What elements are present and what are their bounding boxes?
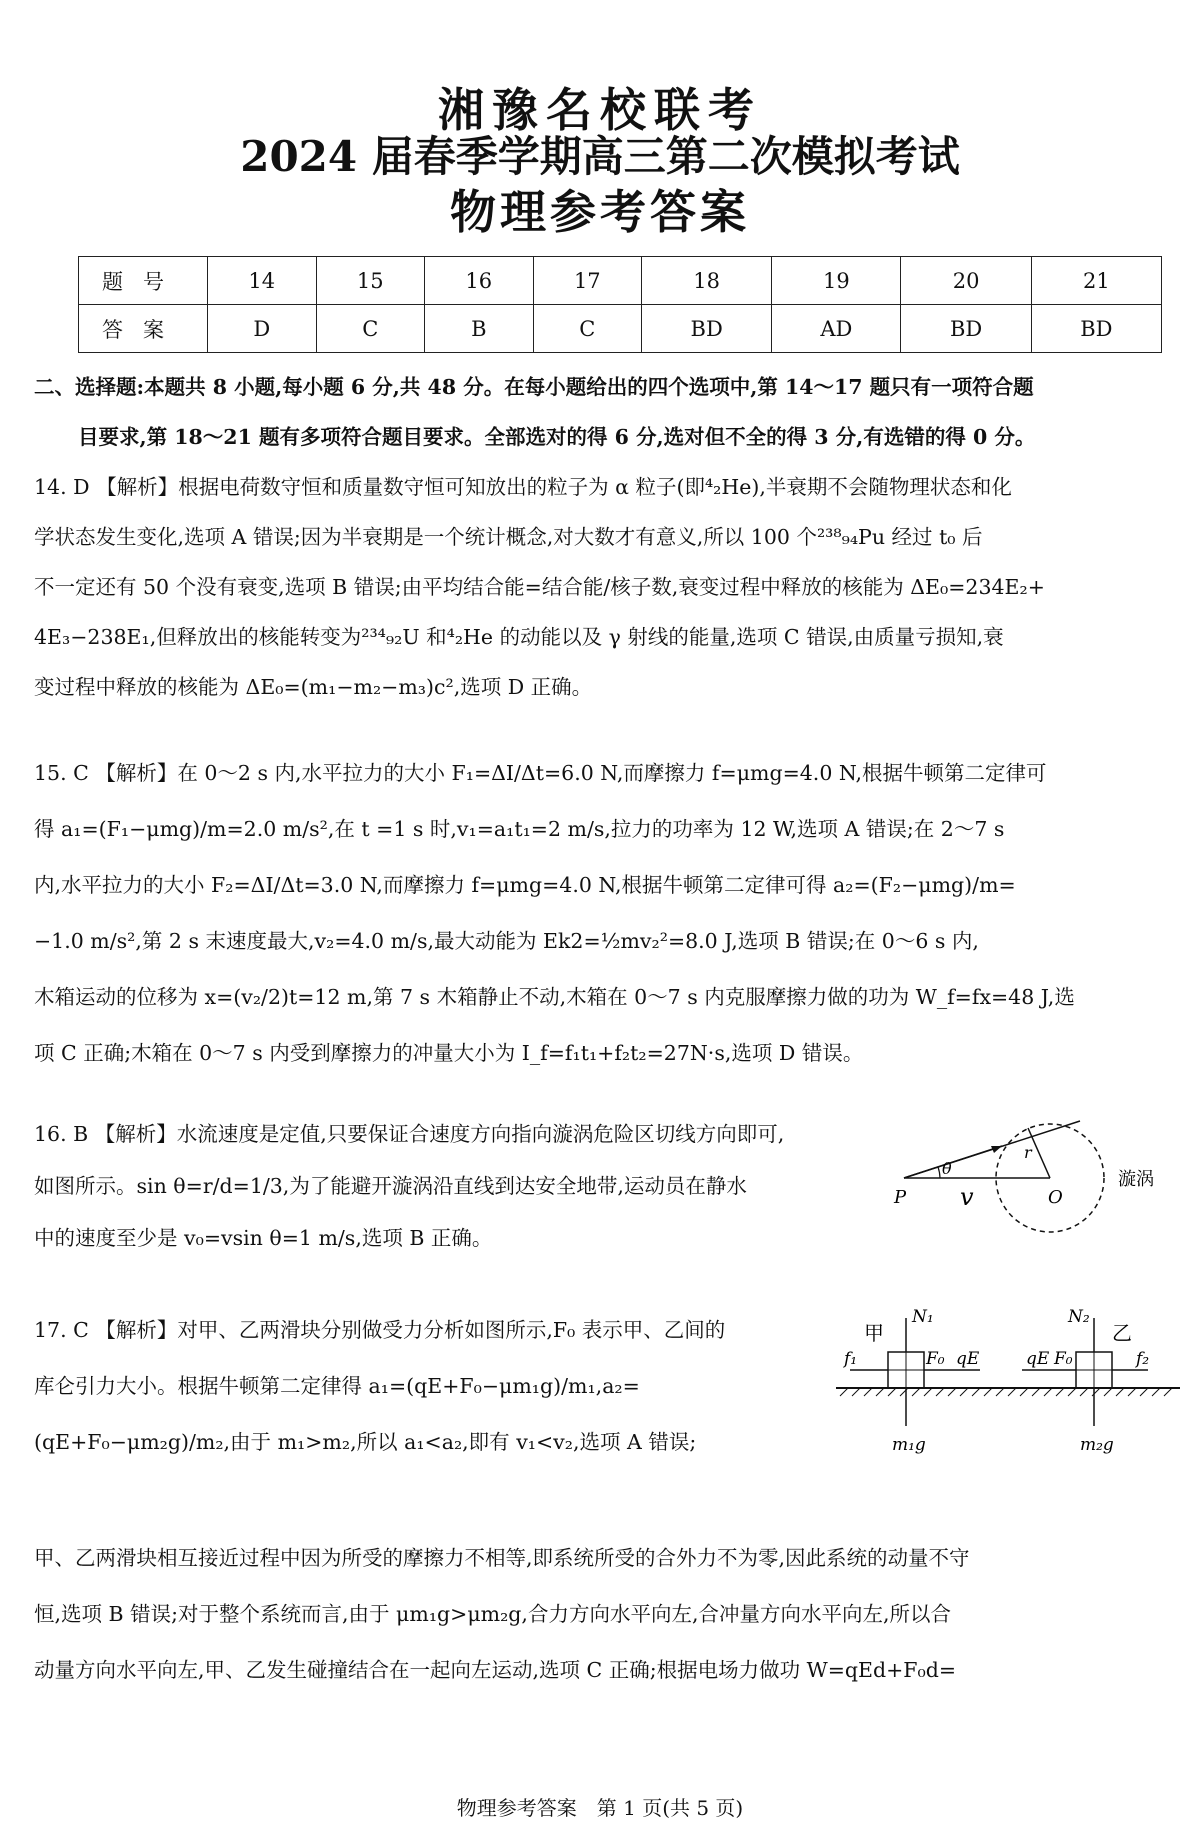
label-n2: N₂ [1068,1307,1090,1327]
q17-explanation-bottom [34,1530,1170,1698]
question-cell: 15 [316,257,425,305]
answer-table [78,256,1162,353]
q17-line: 恒,选项 B 错误;对于整个系统而言,由于 μm₁g>μm₂g,合力方向水平向左,合冲量方向水平向左,所以合 [34,1602,951,1626]
q15-line: 项 C 正确;木箱在 0～7 s 内受到摩擦力的冲量大小为 I_f=f₁t₁+f₂t₂=27N·s,选项 D 错误。 [34,1041,864,1065]
q14-line: 学状态发生变化,选项 A 错误;因为半衰期是一个统计概念,对大数才有意义,所以 100 个²³⁸₉₄Pu 经过 t₀ 后 [34,525,983,549]
arrow-head [991,1146,1002,1153]
question-cell: 21 [1031,257,1161,305]
question-cell: 19 [772,257,901,305]
label-v: v [960,1183,974,1211]
label-m1g: m₁g [892,1435,926,1455]
page-footer: 物理参考答案 第 1 页(共 5 页) [456,1796,744,1820]
ground-hatching [840,1388,1172,1396]
answer-cell: B [425,305,534,353]
answer-cell: D [208,305,317,353]
velocity-arrow [904,1146,1002,1178]
question-cell: 20 [901,257,1031,305]
q16-explanation [34,1108,874,1264]
section-line: 二、选择题:本题共 8 小题,每小题 6 分,共 48 分。在每小题给出的四个选项中,第 14～17 题只有一项符合题 [34,375,1034,399]
label-qe-left: qE [956,1349,980,1369]
answer-cell: BD [901,305,1031,353]
answer-cell: C [533,305,642,353]
answer-row [79,305,1162,353]
label-r: r [1024,1143,1032,1162]
row-label-answer: 答案 [79,305,208,353]
label-f0-left: F₀ [926,1349,945,1369]
q15-line: 内,水平拉力的大小 F₂=ΔI/Δt=3.0 N,而摩擦力 f=μmg=4.0 N,根据牛顿第二定律可得 a₂=(F₂−μmg)/m= [34,873,1016,897]
force-diagram [830,1300,1185,1460]
q17-line: 17. C 【解析】对甲、乙两滑块分别做受力分析如图所示,F₀ 表示甲、乙间的 [34,1318,726,1342]
label-f2: f₂ [1136,1349,1150,1369]
exam-header-line2: 2024 届春季学期高三第二次模拟考试 [240,132,960,181]
row-label-question: 题号 [79,257,208,305]
q14-line: 4E₃−238E₁,但释放出的核能转变为²³⁴₉₂U 和⁴₂He 的动能以及 γ 射线的能量,选项 C 错误,由质量亏损知,衰 [34,625,1004,649]
answer-cell: BD [1031,305,1161,353]
label-n1: N₁ [912,1307,934,1327]
label-qe-right: qE [1026,1349,1050,1369]
exam-header-line3: 物理参考答案 [450,185,750,239]
exam-header-line1: 湘豫名校联考 [438,83,762,137]
label-vortex: 漩涡 [1118,1169,1154,1190]
answer-cell: BD [642,305,772,353]
question-number-row [79,257,1162,305]
q17-line: 甲、乙两滑块相互接近过程中因为所受的摩擦力不相等,即系统所受的合外力不为零,因此系统的动量不守 [34,1546,970,1570]
q15-line: 木箱运动的位移为 x=(v₂/2)t=12 m,第 7 s 木箱静止不动,木箱在 0～7 s 内克服摩擦力做的功为 W_f=fx=48 J,选 [34,985,1075,1009]
label-m2g: m₂g [1080,1435,1114,1455]
q15-explanation [34,745,1170,1081]
q14-line: 变过程中释放的核能为 ΔE₀=(m₁−m₂−m₃)c²,选项 D 正确。 [34,675,593,699]
label-yi: 乙 [1112,1321,1132,1345]
q17-line: 库仑引力大小。根据牛顿第二定律得 a₁=(qE+F₀−μm₁g)/m₁,a₂= [34,1374,640,1398]
answer-cell: AD [772,305,901,353]
q15-line: 得 a₁=(F₁−μmg)/m=2.0 m/s²,在 t =1 s 时,v₁=a₁t₁=2 m/s,拉力的功率为 12 W,选项 A 错误;在 2～7 s [34,817,1005,841]
label-jia: 甲 [864,1321,884,1345]
section-instructions [34,362,1170,462]
q16-line: 16. B 【解析】水流速度是定值,只要保证合速度方向指向漩涡危险区切线方向即可, [34,1122,785,1146]
q17-explanation-top [34,1302,804,1470]
label-theta: θ [942,1159,952,1178]
question-cell: 16 [425,257,534,305]
q15-line: 15. C 【解析】在 0～2 s 内,水平拉力的大小 F₁=ΔI/Δt=6.0 N,而摩擦力 f=μmg=4.0 N,根据牛顿第二定律可 [34,761,1047,785]
question-cell: 18 [642,257,772,305]
q15-line: −1.0 m/s²,第 2 s 末速度最大,v₂=4.0 m/s,最大动能为 Ek2=½mv₂²=8.0 J,选项 B 错误;在 0～6 s 内, [34,929,979,953]
q17-line: 动量方向水平向左,甲、乙发生碰撞结合在一起向左运动,选项 C 正确;根据电场力做功 W=qEd+F₀d= [34,1658,957,1682]
q14-line: 14. D 【解析】根据电荷数守恒和质量数守恒可知放出的粒子为 α 粒子(即⁴₂He),半衰期不会随物理状态和化 [34,475,1012,499]
q16-line: 如图所示。sin θ=r/d=1/3,为了能避开漩涡沿直线到达安全地带,运动员在静水 [34,1174,747,1198]
question-cell: 17 [533,257,642,305]
q16-line: 中的速度至少是 v₀=vsin θ=1 m/s,选项 B 正确。 [34,1226,493,1250]
question-cell: 14 [208,257,317,305]
answer-cell: C [316,305,425,353]
label-f0-right: F₀ [1054,1349,1073,1369]
q14-line: 不一定还有 50 个没有衰变,选项 B 错误;由平均结合能=结合能/核子数,衰变过程中释放的核能为 ΔE₀=234E₂+ [34,575,1045,599]
section-line: 目要求,第 18～21 题有多项符合题目要求。全部选对的得 6 分,选对但不全的得 3 分,有选错的得 0 分。 [78,425,1036,449]
vortex-diagram [890,1108,1190,1238]
theta-arc [938,1167,940,1178]
q14-explanation [34,462,1170,712]
label-p: P [894,1187,907,1208]
q17-line: (qE+F₀−μm₂g)/m₂,由于 m₁>m₂,所以 a₁<a₂,即有 v₁<v₂,选项 A 错误; [34,1430,697,1454]
label-o: O [1048,1187,1063,1208]
label-f1: f₁ [844,1349,858,1369]
